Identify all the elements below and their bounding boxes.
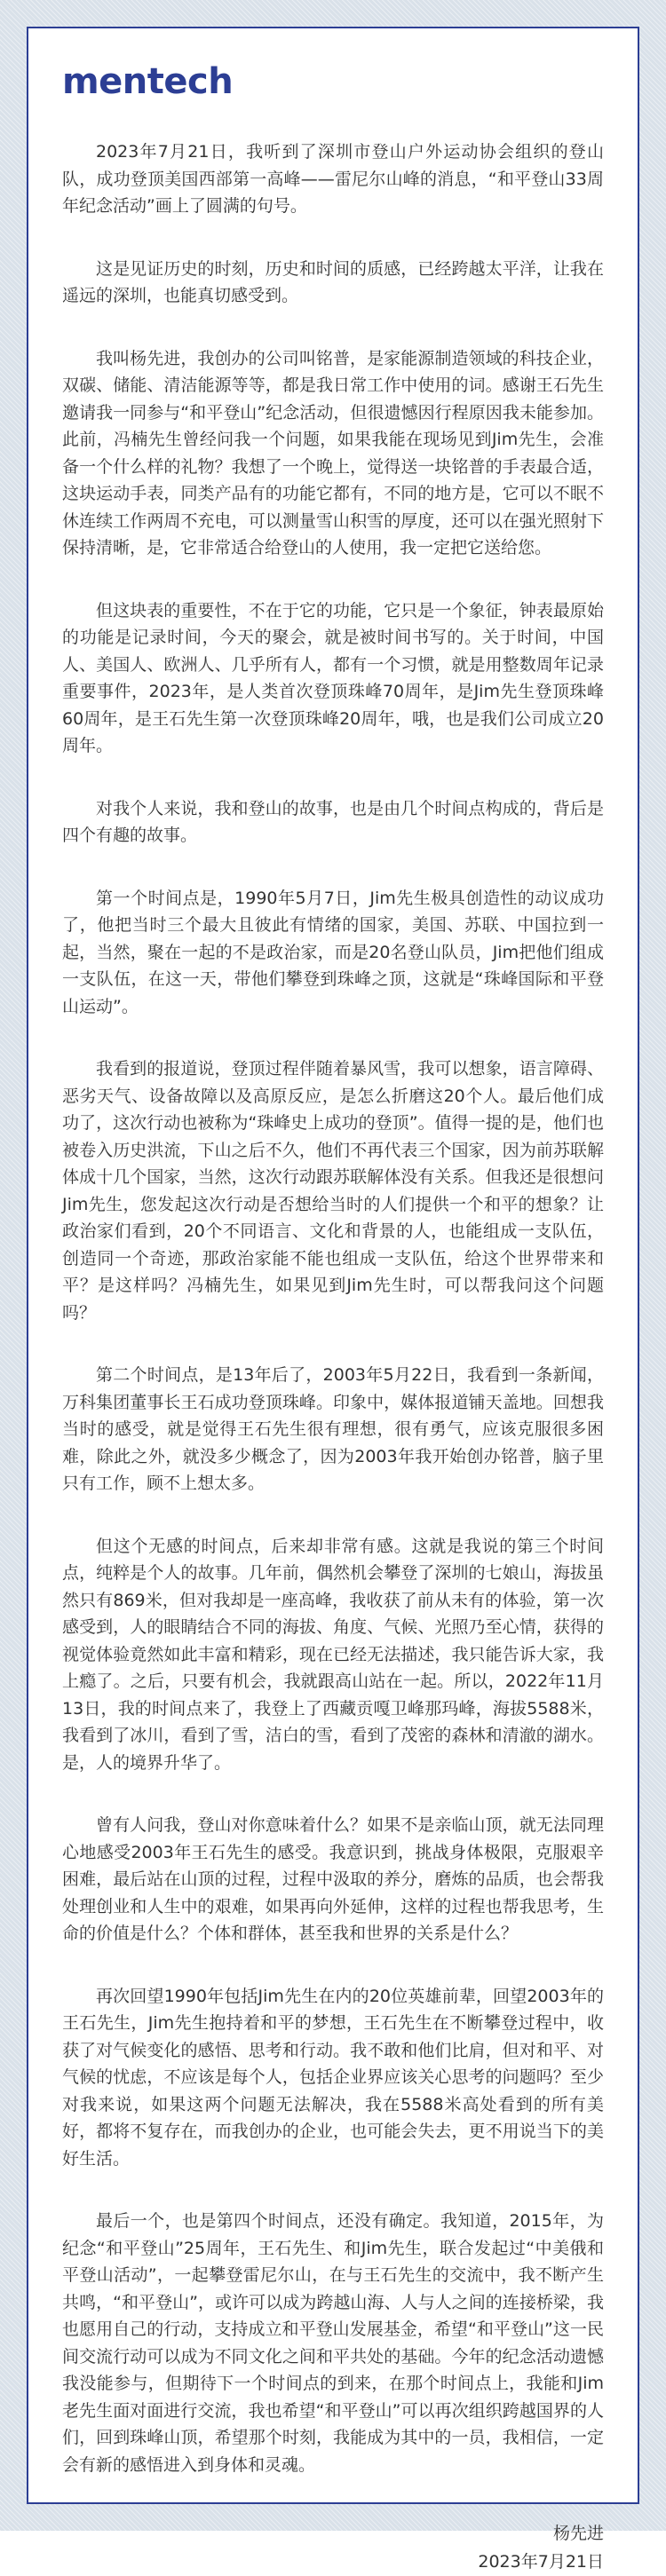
paragraph-9: 但这个无感的时间点，后来却非常有感。这就是我说的第三个时间点，纯粹是个人的故事。几年前，偶然机会攀登了深圳的七娘山，海拔虽然只有869米，但对我却是一座高峰，我收获了前从未有的体验，第一次感受到，人的眼睛结合不同的海拔、角度、气候、光照乃至心情，获得的视觉体验竟然如此丰富和精彩，现在已经无法描述，我只能告诉大家，我上瘾了。之后，只要有机会，我就跟高山站在一起。所以，2022年11月13日，我的时间点来了，我登上了西藏贡嘎卫峰那玛峰，海拔5588米，我看到了冰川，看到了雪，洁白的雪，看到了茂密的森林和清澈的湖水。是，人的境界升华了。 [62,1536,604,1773]
paragraph-4: 但这块表的重要性，不在于它的功能，它只是一个象征，钟表最原始的功能是记录时间，今天的聚会，就是被时间书写的。关于时间，中国人、美国人、欧洲人、几乎所有人，都有一个习惯，就是用整数周年记录重要事件，2023年，是人类首次登顶珠峰70周年，是Jim先生登顶珠峰60周年，是王石先生第一次登顶珠峰20周年，哦，也是我们公司成立20周年。 [62,600,604,755]
brand-logo: mentech [62,61,234,102]
letter-body [62,138,604,2478]
letter-paper [27,27,639,2572]
paragraph-3: 我叫杨先进，我创办的公司叫铭普，是家能源制造领域的科技企业，双碳、储能、清洁能源等等，都是我日常工作中使用的词。感谢王石先生邀请我一同参与“和平登山”纪念活动，但很遗憾因行程原因我未能参加。此前，冯楠先生曾经问我一个问题，如果我能在现场见到Jim先生，会准备一个什么样的礼物？我想了一个晚上，觉得送一块铭普的手表最合适，这块运动手表，同类产品有的功能它都有，不同的地方是，它可以不眠不休连续工作两周不充电，可以测量雪山积雪的厚度，还可以在强光照射下保持清晰，是，它非常适合给登山的人使用，我一定把它送给您。 [62,348,604,557]
paragraph-10: 曾有人问我，登山对你意味着什么？如果不是亲临山顶，就无法同理心地感受2003年王石先生的感受。我意识到，挑战身体极限，克服艰辛困难，最后站在山顶的过程，过程中汲取的养分，磨炼的品质，也会帮我处理创业和人生中的艰难，如果再向外延伸，这样的过程也帮我思考，生命的价值是什么？个体和群体，甚至我和世界的关系是什么？ [62,1815,604,1943]
paragraph-2: 这是见证历史的时刻，历史和时间的质感，已经跨越太平洋，让我在遥远的深圳，也能真切感受到。 [62,258,604,305]
paragraph-11: 再次回望1990年包括Jim先生在内的20位英雄前辈，回望2003年的王石先生，Jim先生抱持着和平的梦想，王石先生在不断攀登过程中，收获了对气候变化的感悟、思考和行动。我不敢和他们比肩，但对和平、对气候的忧虑，不应该是每个人，包括企业界应该关心思考的问题吗？至少对我来说，如果这两个问题无法解决，我在5588米高处看到的所有美好，都将不复存在，而我创办的企业，也可能会失去，更不用说当下的美好生活。 [62,1986,604,2169]
paragraph-5: 对我个人来说，我和登山的故事，也是由几个时间点构成的，背后是四个有趣的故事。 [62,798,604,845]
paragraph-8: 第二个时间点，是13年后了，2003年5月22日，我看到一条新闻，万科集团董事长王石成功登顶珠峰。印象中，媒体报道铺天盖地。回想我当时的感受，就是觉得王石先生很有理想，很有勇气，应该克服很多困难，除此之外，就没多少概念了，因为2003年我开始创办铭普，脑子里只有工作，顾不上想太多。 [62,1365,604,1493]
signature-block [62,2519,604,2576]
paragraph-12: 最后一个，也是第四个时间点，还没有确定。我知道，2015年，为纪念“和平登山”25周年，王石先生、和Jim先生，联合发起过“中美俄和平登山活动”，一起攀登雷尼尔山，在与王石先生的交流中，我不断产生共鸣，“和平登山”，或许可以成为跨越山海、人与人之间的连接桥梁，我也愿用自己的行动，支持成立和平登山发展基金，希望“和平登山”这一民间交流行动可以成为不同文化之间和平共处的基础。今年的纪念活动遗憾我没能参与，但期待下一个时间点的到来，在那个时间点上，我能和Jim老先生面对面进行交流，我也希望“和平登山”可以再次组织跨越国界的人们，回到珠峰山顶，希望那个时刻，我能成为其中的一员，我相信，一定会有新的感悟进入到身体和灵魂。 [62,2211,604,2475]
signature-date: 2023年7月21日 [478,2552,604,2572]
signature-name: 杨先进 [552,2524,604,2543]
paragraph-7: 我看到的报道说，登顶过程伴随着暴风雪，我可以想象，语言障碍、恶劣天气、设备故障以及高原反应，是怎么折磨这20个人。最后他们成功了，这次行动也被称为“珠峰史上成功的登顶”。值得一提的是，他们也被卷入历史洪流，下山之后不久，他们不再代表三个国家，因为前苏联解体成十几个国家，当然，这次行动跟苏联解体没有关系。但我还是很想问Jim先生，您发起这次行动是否想给当时的人们提供一个和平的想象？让政治家们看到，20个不同语言、文化和背景的人，也能组成一支队伍，创造同一个奇迹，那政治家能不能也组成一支队伍，给这个世界带来和平？是这样吗？冯楠先生，如果见到Jim先生时，可以帮我问这个问题吗？ [62,1059,604,1323]
paragraph-6: 第一个时间点是，1990年5月7日，Jim先生极具创造性的动议成功了，他把当时三个最大且彼此有情绪的国家，美国、苏联、中国拉到一起，当然，聚在一起的不是政治家，而是20名登山队员，Jim把他们组成一支队伍，在这一天，带他们攀登到珠峰之顶，这就是“珠峰国际和平登山运动”。 [62,888,604,1016]
paragraph-1: 2023年7月21日，我听到了深圳市登山户外运动协会组织的登山队，成功登顶美国西部第一高峰——雷尼尔山峰的消息，“和平登山33周年纪念活动”画上了圆满的句号。 [62,142,604,216]
